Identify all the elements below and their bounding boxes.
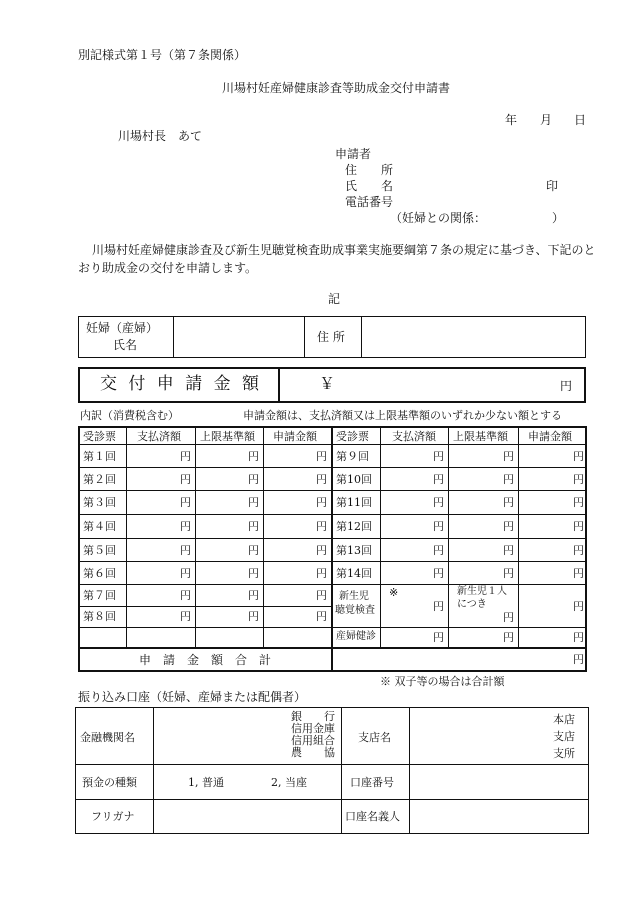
yen-unit: 円 [248, 544, 259, 557]
row-label: 第14回 [336, 567, 372, 580]
applicant-relation-label: （妊婦との関係： ） [390, 211, 565, 225]
date-year-label: 年 [505, 113, 518, 127]
branch-head: 本店 [553, 713, 575, 726]
row-label: 第10回 [336, 473, 372, 486]
institution-name-field[interactable] [154, 708, 284, 763]
amount-input-cell[interactable] [381, 515, 432, 537]
amount-input-cell[interactable] [196, 491, 247, 513]
amount-input-cell[interactable] [381, 562, 432, 583]
header-request-right: 申請金額 [528, 430, 572, 443]
yen-unit: 円 [316, 520, 327, 533]
yen-unit: 円 [316, 544, 327, 557]
yen-unit: 円 [248, 496, 259, 509]
seal-mark: 印 [546, 179, 559, 193]
addressee: 川場村長 あて [118, 129, 203, 143]
amount-input-cell[interactable] [381, 628, 432, 646]
application-paragraph-line2: おり助成金の交付を申請します。 [78, 261, 258, 275]
amount-input-cell[interactable] [127, 515, 179, 537]
amount-input-cell[interactable] [449, 445, 502, 466]
yen-unit: 円 [248, 520, 259, 533]
amount-input-cell[interactable] [449, 628, 502, 646]
amount-input-cell[interactable] [127, 445, 179, 466]
branch-shisho: 支所 [553, 747, 575, 760]
yen-unit: 円 [180, 496, 191, 509]
yen-unit: 円 [573, 600, 584, 613]
amount-input-cell[interactable] [519, 562, 572, 583]
applicant-label: 申請者 [335, 147, 372, 161]
amount-input-cell[interactable] [196, 515, 247, 537]
application-amount-field[interactable] [340, 370, 555, 400]
header-ticket-right: 受診票 [336, 430, 369, 443]
yen-unit: 円 [433, 473, 444, 486]
yen-unit: 円 [433, 567, 444, 580]
amount-input-cell[interactable] [519, 585, 572, 626]
row-label: 第９回 [336, 450, 369, 463]
applicant-address-label: 住 所 [345, 163, 394, 177]
yen-unit: 円 [316, 473, 327, 486]
row-label: 第１回 [83, 450, 116, 463]
yen-unit: 円 [180, 567, 191, 580]
deposit-type-label: 預金の種類 [82, 776, 137, 789]
institution-shinkin: 信用金庫 [291, 722, 335, 735]
bank-account-title: 振り込み口座（妊婦、産婦または配偶者） [78, 690, 307, 704]
yen-unit: 円 [316, 610, 327, 623]
amount-input-cell[interactable] [127, 562, 179, 583]
yen-unit: 円 [180, 520, 191, 533]
amount-rule-note: 申請金額は、支払済額又は上限基準額のいずれか少ない額とする [243, 409, 562, 422]
amount-input-cell[interactable] [127, 539, 179, 560]
row-label: 第８回 [83, 610, 116, 623]
yen-unit: 円 [248, 450, 259, 463]
applicant-name-label: 氏 名 [345, 179, 394, 193]
institution-label: 金融機関名 [80, 731, 135, 744]
account-holder-label: 口座名義人 [345, 810, 400, 823]
amount-input-cell[interactable] [264, 585, 315, 605]
row-label: 第11回 [336, 496, 372, 509]
yen-unit: 円 [573, 450, 584, 463]
yen-unit: 円 [316, 589, 327, 602]
yen-unit: 円 [180, 589, 191, 602]
yen-unit: 円 [573, 496, 584, 509]
yen-unit: 円 [316, 450, 327, 463]
amount-input-cell[interactable] [519, 468, 572, 489]
institution-kumiai: 信用組合 [291, 734, 335, 747]
amount-input-cell[interactable] [519, 515, 572, 537]
yen-unit: 円 [433, 496, 444, 509]
amount-input-cell[interactable] [264, 515, 315, 537]
yen-unit: 円 [180, 544, 191, 557]
application-paragraph-line1: 川場村妊産婦健康診査及び新生児聴覚検査助成事業実施要綱第７条の規定に基づき、下記のと [92, 243, 596, 257]
row-label: 第５回 [83, 544, 116, 557]
form-number: 別記様式第１号（第７条関係） [78, 48, 247, 62]
yen-unit: 円 [248, 567, 259, 580]
yen-unit: 円 [248, 589, 259, 602]
header-limit-left: 上限基準額 [200, 430, 255, 443]
amount-input-cell[interactable] [264, 468, 315, 489]
application-amount-label: 交 付 申 請 金 額 [100, 374, 263, 394]
yen-unit: 円 [433, 450, 444, 463]
breakdown-note: 内訳（消費税含む） [80, 409, 179, 422]
yen-unit: 円 [503, 631, 514, 644]
yen-unit: 円 [573, 544, 584, 557]
furigana-field[interactable] [154, 800, 340, 833]
amount-input-cell[interactable] [264, 445, 315, 466]
yen-unit: 円 [180, 610, 191, 623]
amount-input-cell[interactable] [381, 468, 432, 489]
amount-input-cell[interactable] [381, 585, 432, 626]
amount-input-cell[interactable] [381, 445, 432, 466]
amount-yen-unit: 円 [560, 379, 573, 393]
newborn-note-mark: ※ [389, 586, 399, 599]
header-paid-right: 支払済額 [392, 430, 436, 443]
institution-bank: 銀 行 [291, 710, 335, 723]
header-paid-left: 支払済額 [137, 430, 181, 443]
amount-input-cell[interactable] [127, 468, 179, 489]
row-label: 第４回 [83, 520, 116, 533]
yen-unit: 円 [503, 544, 514, 557]
amount-input-cell[interactable] [127, 585, 179, 605]
row-label: 第３回 [83, 496, 116, 509]
row-label: 第２回 [83, 473, 116, 486]
date-day-label: 日 [574, 113, 587, 127]
deposit-current-option[interactable]: 2, 当座 [271, 776, 307, 789]
header-request-left: 申請金額 [273, 430, 317, 443]
yen-unit: 円 [180, 473, 191, 486]
amount-input-cell[interactable] [196, 539, 247, 560]
yen-unit: 円 [180, 450, 191, 463]
yen-unit: 円 [248, 610, 259, 623]
amount-input-cell[interactable] [127, 607, 179, 626]
amount-input-cell[interactable] [196, 585, 247, 605]
amount-input-cell[interactable] [196, 562, 247, 583]
yen-sign: ￥ [319, 374, 336, 393]
total-yen-unit: 円 [573, 653, 584, 666]
amount-input-cell[interactable] [264, 607, 315, 626]
amount-input-cell[interactable] [196, 445, 247, 466]
amount-input-cell[interactable] [519, 445, 572, 466]
yen-unit: 円 [503, 450, 514, 463]
branch-label: 支店名 [358, 731, 391, 744]
yen-unit: 円 [433, 600, 444, 613]
amount-input-cell[interactable] [264, 562, 315, 583]
amount-input-cell[interactable] [196, 468, 247, 489]
amount-input-cell[interactable] [449, 491, 502, 513]
yen-unit: 円 [503, 520, 514, 533]
recipient-address-field[interactable] [362, 317, 585, 357]
yen-unit: 円 [573, 567, 584, 580]
furigana-label: フリガナ [91, 810, 135, 823]
amount-input-cell[interactable] [381, 539, 432, 560]
account-number-label: 口座番号 [350, 776, 394, 789]
institution-nokyo: 農 協 [291, 746, 335, 759]
twins-note: ※ 双子等の場合は合計額 [380, 675, 505, 688]
yen-unit: 円 [503, 473, 514, 486]
row-label: 第６回 [83, 567, 116, 580]
amount-input-cell[interactable] [449, 562, 502, 583]
amount-input-cell[interactable] [332, 649, 572, 671]
yen-unit: 円 [573, 520, 584, 533]
amount-input-cell[interactable] [449, 515, 502, 537]
amount-input-cell[interactable] [264, 539, 315, 560]
header-ticket-left: 受診票 [83, 430, 116, 443]
recipient-address-label: 住 所 [317, 330, 345, 344]
row-label: 第７回 [83, 589, 116, 602]
yen-unit: 円 [433, 631, 444, 644]
pregnant-name-field[interactable] [174, 317, 304, 357]
yen-unit: 円 [503, 496, 514, 509]
amount-input-cell[interactable] [264, 491, 315, 513]
newborn-per-child-2: につき [457, 599, 487, 610]
pregnant-name-label-2: 氏名 [113, 338, 138, 352]
postpartum-checkup-label: 産婦健診 [336, 631, 376, 642]
header-limit-right: 上限基準額 [453, 430, 508, 443]
amount-input-cell[interactable] [127, 491, 179, 513]
amount-input-cell[interactable] [449, 468, 502, 489]
amount-input-cell[interactable] [519, 539, 572, 560]
amount-input-cell[interactable] [519, 491, 572, 513]
yen-unit: 円 [316, 496, 327, 509]
deposit-ordinary-option[interactable]: 1, 普通 [188, 776, 224, 789]
applicant-phone-label: 電話番号 [345, 195, 394, 209]
amount-input-cell[interactable] [449, 539, 502, 560]
branch-name-field[interactable] [410, 708, 548, 763]
yen-unit: 円 [433, 544, 444, 557]
pregnant-name-label-1: 妊婦（産婦） [86, 321, 159, 335]
yen-unit: 円 [248, 473, 259, 486]
account-number-field[interactable] [410, 765, 588, 798]
yen-unit: 円 [316, 567, 327, 580]
yen-unit: 円 [503, 611, 514, 624]
newborn-per-child-1: 新生児１人 [457, 586, 507, 597]
amount-input-cell[interactable] [196, 607, 247, 626]
date-month-label: 月 [540, 113, 553, 127]
account-holder-field[interactable] [410, 800, 588, 833]
branch-shiten: 支店 [553, 730, 575, 743]
newborn-hearing-label-1: 新生児 [339, 591, 369, 602]
newborn-hearing-label-2: 聴覚検査 [335, 605, 375, 616]
ki-mark: 記 [328, 292, 341, 306]
total-amount-label: 申 請 金 額 合 計 [139, 653, 272, 667]
row-label: 第13回 [336, 544, 372, 557]
row-label: 第12回 [336, 520, 372, 533]
yen-unit: 円 [433, 520, 444, 533]
form-title: 川場村妊産婦健康診査等助成金交付申請書 [222, 81, 451, 95]
amount-input-cell[interactable] [381, 491, 432, 513]
yen-unit: 円 [503, 567, 514, 580]
yen-unit: 円 [573, 473, 584, 486]
yen-unit: 円 [573, 631, 584, 644]
amount-input-cell[interactable] [519, 628, 572, 646]
